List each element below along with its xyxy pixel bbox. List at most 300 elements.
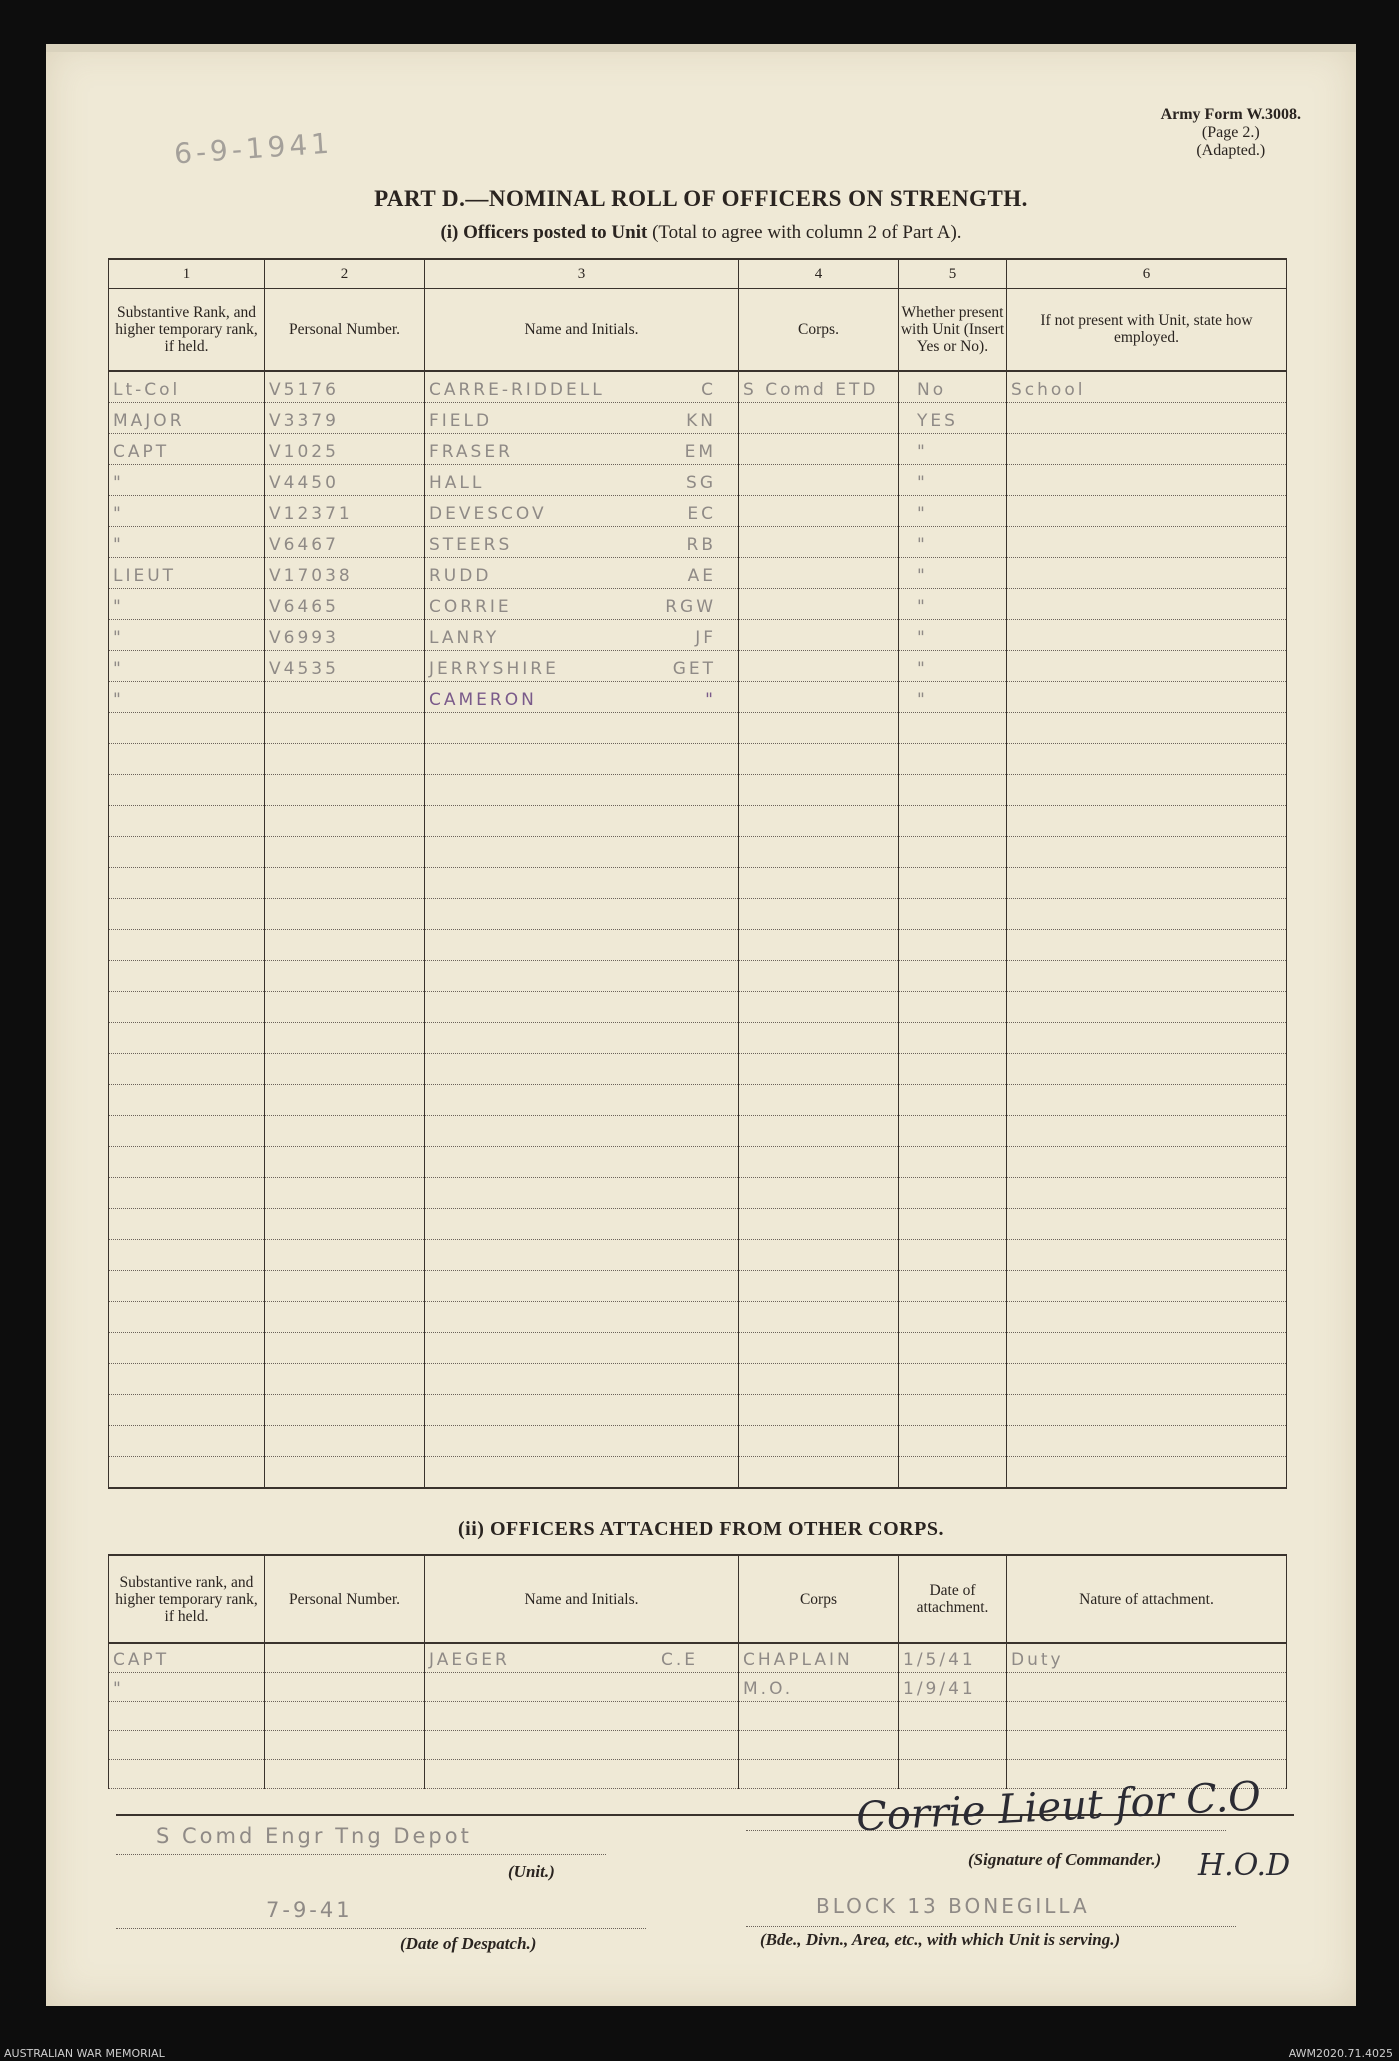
header2-rank: Substantive rank, and higher temporary rank, if held. xyxy=(109,1555,265,1643)
cell-value-present: " xyxy=(917,441,928,462)
header2-nature: Nature of attachment. xyxy=(1007,1555,1287,1643)
table-cell-corps xyxy=(739,1115,899,1146)
table-cell-present xyxy=(899,1177,1007,1208)
table-cell-number xyxy=(265,464,425,495)
table-row xyxy=(109,991,1287,1022)
attached-table-row xyxy=(109,1731,1287,1760)
header-present: Whether present with Unit (Insert Yes or No). xyxy=(899,289,1007,371)
table-cell-employed xyxy=(1007,1053,1287,1084)
table-cell-present xyxy=(899,681,1007,712)
table-cell-name xyxy=(425,1115,739,1146)
form-adapted: (Adapted.) xyxy=(1196,142,1266,159)
table-cell-number xyxy=(265,1332,425,1363)
table-cell-employed xyxy=(1007,1177,1287,1208)
table-cell-present xyxy=(899,805,1007,836)
cell-value-number: V6467 xyxy=(269,534,339,555)
archive-reference: AWM2020.71.4025 xyxy=(1288,2047,1393,2060)
table-cell-name xyxy=(425,619,739,650)
table-row xyxy=(109,1022,1287,1053)
table-cell-rank xyxy=(109,650,265,681)
table-cell-rank xyxy=(109,526,265,557)
table-cell-employed xyxy=(1007,1208,1287,1239)
table-cell-corps xyxy=(739,557,899,588)
cell-value-number: V6993 xyxy=(269,627,339,648)
attached-value-nature: Duty xyxy=(1011,1650,1064,1670)
table-cell-present xyxy=(899,1332,1007,1363)
table-cell-corps xyxy=(739,774,899,805)
attached-cell-rank xyxy=(109,1673,265,1702)
table-cell-number xyxy=(265,929,425,960)
table-cell-employed xyxy=(1007,371,1287,403)
table-cell-present xyxy=(899,464,1007,495)
table-cell-corps xyxy=(739,1053,899,1084)
cell-value-rank: " xyxy=(113,627,124,648)
attached-table-row xyxy=(109,1702,1287,1731)
table-cell-employed xyxy=(1007,898,1287,929)
table-cell-number xyxy=(265,557,425,588)
header-corps: Corps. xyxy=(739,289,899,371)
table-cell-rank xyxy=(109,681,265,712)
table2-header-row xyxy=(109,1555,1287,1643)
table-cell-number xyxy=(265,371,425,403)
table-cell-number xyxy=(265,1456,425,1488)
attached-cell-number xyxy=(265,1702,425,1731)
table-cell-rank xyxy=(109,588,265,619)
cell-value-initials: GET xyxy=(672,658,716,679)
header-employment: If not present with Unit, state how employed. xyxy=(1007,289,1287,371)
table-cell-number xyxy=(265,898,425,929)
attached-cell-name xyxy=(425,1673,739,1702)
cell-value-present: " xyxy=(917,565,928,586)
table-cell-name xyxy=(425,774,739,805)
table-row xyxy=(109,1301,1287,1332)
table-row xyxy=(109,1270,1287,1301)
attached-cell-rank xyxy=(109,1731,265,1760)
date-stamp: 6-9-1941 xyxy=(173,126,335,171)
table-cell-name xyxy=(425,1146,739,1177)
table-cell-corps xyxy=(739,991,899,1022)
table-row xyxy=(109,371,1287,403)
table-cell-rank xyxy=(109,991,265,1022)
col-number: 2 xyxy=(265,259,425,289)
cell-value-rank: " xyxy=(113,658,124,679)
table-cell-present xyxy=(899,712,1007,743)
table-cell-corps xyxy=(739,1270,899,1301)
table-cell-name xyxy=(425,1022,739,1053)
despatch-line xyxy=(116,1928,646,1929)
table-row xyxy=(109,1177,1287,1208)
cell-value-name: FRASER xyxy=(429,441,513,462)
table-row xyxy=(109,898,1287,929)
header2-corps: Corps xyxy=(739,1555,899,1643)
attached-value-date: 1/9/41 xyxy=(903,1679,976,1699)
signature-suffix: H.O.D xyxy=(1198,1848,1291,1883)
table-cell-rank xyxy=(109,402,265,433)
attached-cell-number xyxy=(265,1673,425,1702)
table-cell-name xyxy=(425,1456,739,1488)
table-cell-number xyxy=(265,743,425,774)
section1-heading xyxy=(46,222,1356,244)
cell-value-initials: EC xyxy=(687,503,716,524)
despatch-field xyxy=(116,1894,646,1930)
table-cell-employed xyxy=(1007,1270,1287,1301)
table-cell-name xyxy=(425,681,739,712)
table-cell-employed xyxy=(1007,1456,1287,1488)
table-cell-rank xyxy=(109,464,265,495)
table-cell-name xyxy=(425,743,739,774)
table-cell-name xyxy=(425,805,739,836)
table-cell-number xyxy=(265,402,425,433)
col-number: 4 xyxy=(739,259,899,289)
form-page: (Page 2.) xyxy=(1201,124,1260,141)
cell-value-number: V4535 xyxy=(269,658,339,679)
cell-value-name: FIELD xyxy=(429,410,493,431)
table-cell-number xyxy=(265,1239,425,1270)
table-cell-rank xyxy=(109,867,265,898)
attached-cell-rank xyxy=(109,1760,265,1789)
header2-personal-number: Personal Number. xyxy=(265,1555,425,1643)
page-title: PART D.—NOMINAL ROLL OF OFFICERS ON STRENGTH. xyxy=(374,186,1028,211)
table-cell-employed xyxy=(1007,774,1287,805)
table-cell-present xyxy=(899,1363,1007,1394)
table-cell-rank xyxy=(109,1022,265,1053)
table-cell-rank xyxy=(109,1084,265,1115)
table-cell-corps xyxy=(739,1239,899,1270)
table-cell-corps xyxy=(739,1425,899,1456)
signature-field xyxy=(746,1773,1306,1856)
table-cell-name xyxy=(425,929,739,960)
unit-label: (Unit.) xyxy=(508,1862,555,1881)
table-row xyxy=(109,650,1287,681)
table-row xyxy=(109,619,1287,650)
table-cell-corps xyxy=(739,433,899,464)
cell-value-name: CORRIE xyxy=(429,596,512,617)
table-cell-name xyxy=(425,464,739,495)
cell-value-present: " xyxy=(917,534,928,555)
cell-value-employed: School xyxy=(1011,379,1086,400)
table-cell-corps xyxy=(739,960,899,991)
table-cell-employed xyxy=(1007,433,1287,464)
formation-field xyxy=(746,1890,1246,1926)
table-cell-name xyxy=(425,371,739,403)
unit-field xyxy=(116,1820,606,1856)
table-cell-present xyxy=(899,774,1007,805)
table-cell-present xyxy=(899,991,1007,1022)
table-cell-number xyxy=(265,836,425,867)
table-cell-corps xyxy=(739,1332,899,1363)
table-row xyxy=(109,1394,1287,1425)
table-cell-number xyxy=(265,1301,425,1332)
table-cell-name xyxy=(425,898,739,929)
table-cell-number xyxy=(265,1146,425,1177)
table-cell-employed xyxy=(1007,588,1287,619)
table-cell-rank xyxy=(109,1301,265,1332)
table-cell-number xyxy=(265,1115,425,1146)
cell-value-initials: SG xyxy=(686,472,716,493)
section2-heading: (ii) OFFICERS ATTACHED FROM OTHER CORPS. xyxy=(458,1518,944,1540)
table-header-row xyxy=(109,289,1287,371)
cell-value-rank: LIEUT xyxy=(113,565,177,586)
table-row xyxy=(109,1239,1287,1270)
table-cell-number xyxy=(265,960,425,991)
table-cell-corps xyxy=(739,495,899,526)
table-cell-present xyxy=(899,402,1007,433)
cell-value-rank: Lt-Col xyxy=(113,379,181,400)
table-cell-corps xyxy=(739,1363,899,1394)
table-cell-number xyxy=(265,650,425,681)
table-cell-present xyxy=(899,898,1007,929)
table-cell-number xyxy=(265,1425,425,1456)
header2-date: Date of attachment. xyxy=(899,1555,1007,1643)
attached-cell-number xyxy=(265,1731,425,1760)
officers-posted-table xyxy=(108,258,1287,1489)
cell-value-present: " xyxy=(917,596,928,617)
cell-value-present: YES xyxy=(917,410,958,431)
attached-cell-date xyxy=(899,1702,1007,1731)
table-cell-number xyxy=(265,495,425,526)
table-cell-rank xyxy=(109,1208,265,1239)
table-cell-number xyxy=(265,681,425,712)
table-cell-rank xyxy=(109,1363,265,1394)
table-cell-present xyxy=(899,1115,1007,1146)
table-cell-corps xyxy=(739,712,899,743)
table-row xyxy=(109,836,1287,867)
table-cell-present xyxy=(899,1270,1007,1301)
table-cell-name xyxy=(425,557,739,588)
attached-cell-date xyxy=(899,1731,1007,1760)
attached-value-corps: M.O. xyxy=(743,1679,794,1699)
attached-table-row xyxy=(109,1643,1287,1673)
table-cell-name xyxy=(425,1394,739,1425)
table-cell-corps xyxy=(739,619,899,650)
cell-value-name: STEERS xyxy=(429,534,513,555)
attached-cell-number xyxy=(265,1760,425,1789)
table-cell-employed xyxy=(1007,1332,1287,1363)
table-cell-corps xyxy=(739,1022,899,1053)
attached-cell-nature xyxy=(1007,1643,1287,1673)
signature-line xyxy=(746,1830,1226,1831)
cell-value-number: V6465 xyxy=(269,596,339,617)
table-cell-corps xyxy=(739,1084,899,1115)
table-cell-number xyxy=(265,619,425,650)
table-cell-rank xyxy=(109,1456,265,1488)
cell-value-rank: " xyxy=(113,503,124,524)
col-number: 6 xyxy=(1007,259,1287,289)
table-cell-present xyxy=(899,1301,1007,1332)
attached-cell-corps xyxy=(739,1673,899,1702)
table-cell-number xyxy=(265,867,425,898)
signature-label: (Signature of Commander.) xyxy=(968,1850,1162,1869)
table-cell-employed xyxy=(1007,1146,1287,1177)
table-cell-present xyxy=(899,495,1007,526)
cell-value-present: No xyxy=(917,379,947,400)
table-cell-rank xyxy=(109,619,265,650)
table-cell-number xyxy=(265,588,425,619)
table-cell-rank xyxy=(109,1177,265,1208)
table-cell-employed xyxy=(1007,960,1287,991)
cell-value-present: " xyxy=(917,658,928,679)
cell-value-rank: " xyxy=(113,472,124,493)
cell-value-number: V12371 xyxy=(269,503,353,524)
table-cell-employed xyxy=(1007,650,1287,681)
table-cell-name xyxy=(425,588,739,619)
table-cell-rank xyxy=(109,774,265,805)
section1-heading-bold: (i) Officers posted to Unit xyxy=(440,222,648,243)
table-cell-corps xyxy=(739,867,899,898)
officers-attached-table xyxy=(108,1554,1287,1789)
table-cell-rank xyxy=(109,1146,265,1177)
table-cell-employed xyxy=(1007,712,1287,743)
table-cell-corps xyxy=(739,836,899,867)
table-cell-corps xyxy=(739,1394,899,1425)
column-number-row xyxy=(109,259,1287,289)
table-cell-present xyxy=(899,619,1007,650)
form-identifier xyxy=(1161,106,1301,160)
col-number: 3 xyxy=(425,259,739,289)
cell-value-corps: S Comd ETD xyxy=(743,379,879,400)
col-number: 5 xyxy=(899,259,1007,289)
cell-value-present: " xyxy=(917,472,928,493)
table-cell-name xyxy=(425,1425,739,1456)
table-cell-rank xyxy=(109,1115,265,1146)
table-cell-rank xyxy=(109,898,265,929)
table-cell-rank xyxy=(109,836,265,867)
header-personal-number: Personal Number. xyxy=(265,289,425,371)
table-cell-employed xyxy=(1007,867,1287,898)
table-row xyxy=(109,588,1287,619)
header-name: Name and Initials. xyxy=(425,289,739,371)
table-row xyxy=(109,929,1287,960)
cell-value-present: " xyxy=(917,627,928,648)
table-row xyxy=(109,1363,1287,1394)
attached-cell-rank xyxy=(109,1643,265,1673)
cell-value-initials: RB xyxy=(686,534,716,555)
table-cell-corps xyxy=(739,402,899,433)
cell-value-present: " xyxy=(917,503,928,524)
cell-value-initials: RGW xyxy=(665,596,716,617)
attached-cell-name xyxy=(425,1731,739,1760)
cell-value-number: V4450 xyxy=(269,472,339,493)
cell-value-name: LANRY xyxy=(429,627,500,648)
table-cell-name xyxy=(425,1301,739,1332)
attached-value-date: 1/5/41 xyxy=(903,1650,976,1670)
table-row xyxy=(109,960,1287,991)
table-row xyxy=(109,743,1287,774)
table-cell-employed xyxy=(1007,1394,1287,1425)
table-row xyxy=(109,557,1287,588)
table-cell-employed xyxy=(1007,495,1287,526)
table-cell-corps xyxy=(739,1177,899,1208)
table-row xyxy=(109,774,1287,805)
table-cell-rank xyxy=(109,433,265,464)
table-cell-number xyxy=(265,712,425,743)
cell-value-rank: MAJOR xyxy=(113,410,185,431)
attached-cell-date xyxy=(899,1673,1007,1702)
table-cell-rank xyxy=(109,1270,265,1301)
table-cell-present xyxy=(899,1208,1007,1239)
table-cell-corps xyxy=(739,1146,899,1177)
cell-value-name: DEVESCOV xyxy=(429,503,547,524)
table-cell-employed xyxy=(1007,1115,1287,1146)
attached-cell-corps xyxy=(739,1643,899,1673)
table-row xyxy=(109,1456,1287,1488)
table-cell-present xyxy=(899,1022,1007,1053)
table-cell-corps xyxy=(739,743,899,774)
table-cell-rank xyxy=(109,1425,265,1456)
table-row xyxy=(109,1208,1287,1239)
formation-label: (Bde., Divn., Area, etc., with which Unit is serving.) xyxy=(760,1930,1121,1949)
table-cell-present xyxy=(899,867,1007,898)
cell-value-present: " xyxy=(917,689,928,710)
table-row xyxy=(109,433,1287,464)
attached-cell-corps xyxy=(739,1702,899,1731)
table-cell-present xyxy=(899,1084,1007,1115)
table-cell-corps xyxy=(739,1208,899,1239)
table-cell-present xyxy=(899,1053,1007,1084)
table-cell-present xyxy=(899,1394,1007,1425)
cell-value-initials: AE xyxy=(687,565,716,586)
signature-value: Corrie Lieut for C.O xyxy=(855,1773,1263,1841)
attached-cell-date xyxy=(899,1643,1007,1673)
attached-value-initials: C.E xyxy=(660,1650,698,1670)
table-row xyxy=(109,402,1287,433)
table-row xyxy=(109,1146,1287,1177)
table-cell-name xyxy=(425,960,739,991)
attached-cell-nature xyxy=(1007,1673,1287,1702)
table-cell-number xyxy=(265,526,425,557)
table-cell-employed xyxy=(1007,805,1287,836)
table-cell-name xyxy=(425,1239,739,1270)
cell-value-rank: " xyxy=(113,596,124,617)
formation-value: BLOCK 13 BONEGILLA xyxy=(816,1894,1090,1918)
table-cell-employed xyxy=(1007,619,1287,650)
cell-value-name: RUDD xyxy=(429,565,492,586)
table-row xyxy=(109,712,1287,743)
table-cell-name xyxy=(425,1363,739,1394)
header2-name: Name and Initials. xyxy=(425,1555,739,1643)
cell-value-rank: " xyxy=(113,534,124,555)
table-cell-rank xyxy=(109,1053,265,1084)
cell-value-name: JERRYSHIRE xyxy=(429,658,559,679)
table-cell-corps xyxy=(739,650,899,681)
table-cell-present xyxy=(899,433,1007,464)
table-cell-present xyxy=(899,650,1007,681)
form-sheet xyxy=(46,44,1356,2006)
unit-line xyxy=(116,1854,606,1855)
table-cell-number xyxy=(265,1022,425,1053)
table-cell-corps xyxy=(739,898,899,929)
table-cell-number xyxy=(265,1177,425,1208)
table-cell-employed xyxy=(1007,526,1287,557)
table-cell-rank xyxy=(109,371,265,403)
attached-cell-number xyxy=(265,1643,425,1673)
table-cell-present xyxy=(899,588,1007,619)
formation-line xyxy=(746,1926,1236,1927)
table-cell-name xyxy=(425,836,739,867)
table-cell-rank xyxy=(109,557,265,588)
table-cell-rank xyxy=(109,960,265,991)
unit-value: S Comd Engr Tng Depot xyxy=(156,1824,472,1848)
table-row xyxy=(109,1115,1287,1146)
table-cell-number xyxy=(265,1053,425,1084)
table-cell-number xyxy=(265,805,425,836)
cell-value-number: V5176 xyxy=(269,379,339,400)
table-cell-name xyxy=(425,526,739,557)
cell-value-initials: JF xyxy=(695,627,716,648)
cell-value-initials: EM xyxy=(684,441,716,462)
attached-value-name: JAEGER xyxy=(429,1650,510,1670)
table-cell-employed xyxy=(1007,1084,1287,1115)
